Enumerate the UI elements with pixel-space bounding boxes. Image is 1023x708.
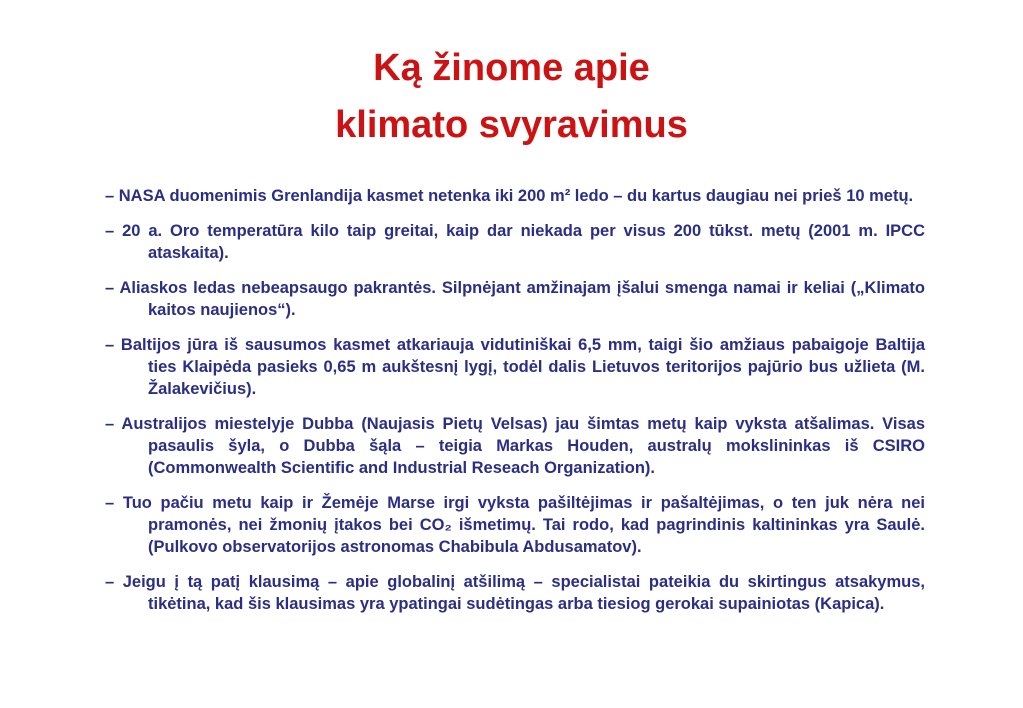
bullet-item: – Tuo pačiu metu kaip ir Žemėje Marse irgi vyksta pašiltėjimas ir pašaltėjimas, o ten juk nėra nei pramonės, nei žmonių įtakos bei CO₂ išmetimų. Tai rodo, kad pagrindinis kaltininkas yra Saulė. (Pulkovo observatorijos astronomas Chabibula Abdusamatov). [105, 494, 925, 556]
bullet-item: – 20 a. Oro temperatūra kilo taip greitai, kaip dar niekada per visus 200 tūkst. metų (2001 m. IPCC ataskaita). [105, 222, 925, 262]
bullet-item: – Jeigu į tą patį klausimą – apie globalinį atšilimą – specialistai pateikia du skirtingus atsakymus, tikėtina, kad šis klausimas yra ypatingai sudėtingas arba tiesiog gerokai supainiotas (Kapica). [105, 573, 925, 613]
bullet-item: – NASA duomenimis Grenlandija kasmet netenka iki 200 m² ledo – du kartus daugiau nei prieš 10 metų. [105, 187, 914, 205]
slide-title-line-2: klimato svyravimus [335, 104, 688, 146]
slide-title-line-1: Ką žinome apie [373, 47, 650, 89]
bullet-item: – Australijos miestelyje Dubba (Naujasis Pietų Velsas) jau šimtas metų kaip vyksta atšalimas. Visas pasaulis šyla, o Dubba šąla – teigia Markas Houden, australų mokslininkas iš CSIRO (Commonwealth Scientific and Industrial Reseach Organization). [105, 415, 925, 477]
bullet-item: – Baltijos jūra iš sausumos kasmet atkariauja vidutiniškai 6,5 mm, taigi šio amžiaus pabaigoje Baltija ties Klaipėda pasieks 0,65 m aukštesnį lygį, todėl dalis Lietuvos teritorijos pajūrio bus užlieta (M. Žalakevičius). [105, 336, 925, 398]
bullet-item: – Aliaskos ledas nebeapsaugo pakrantės. Silpnėjant amžinajam įšalui smenga namai ir keliai („Klimato kaitos naujienos“). [105, 279, 925, 319]
bullet-list [105, 185, 925, 615]
slide-title [0, 40, 1023, 154]
